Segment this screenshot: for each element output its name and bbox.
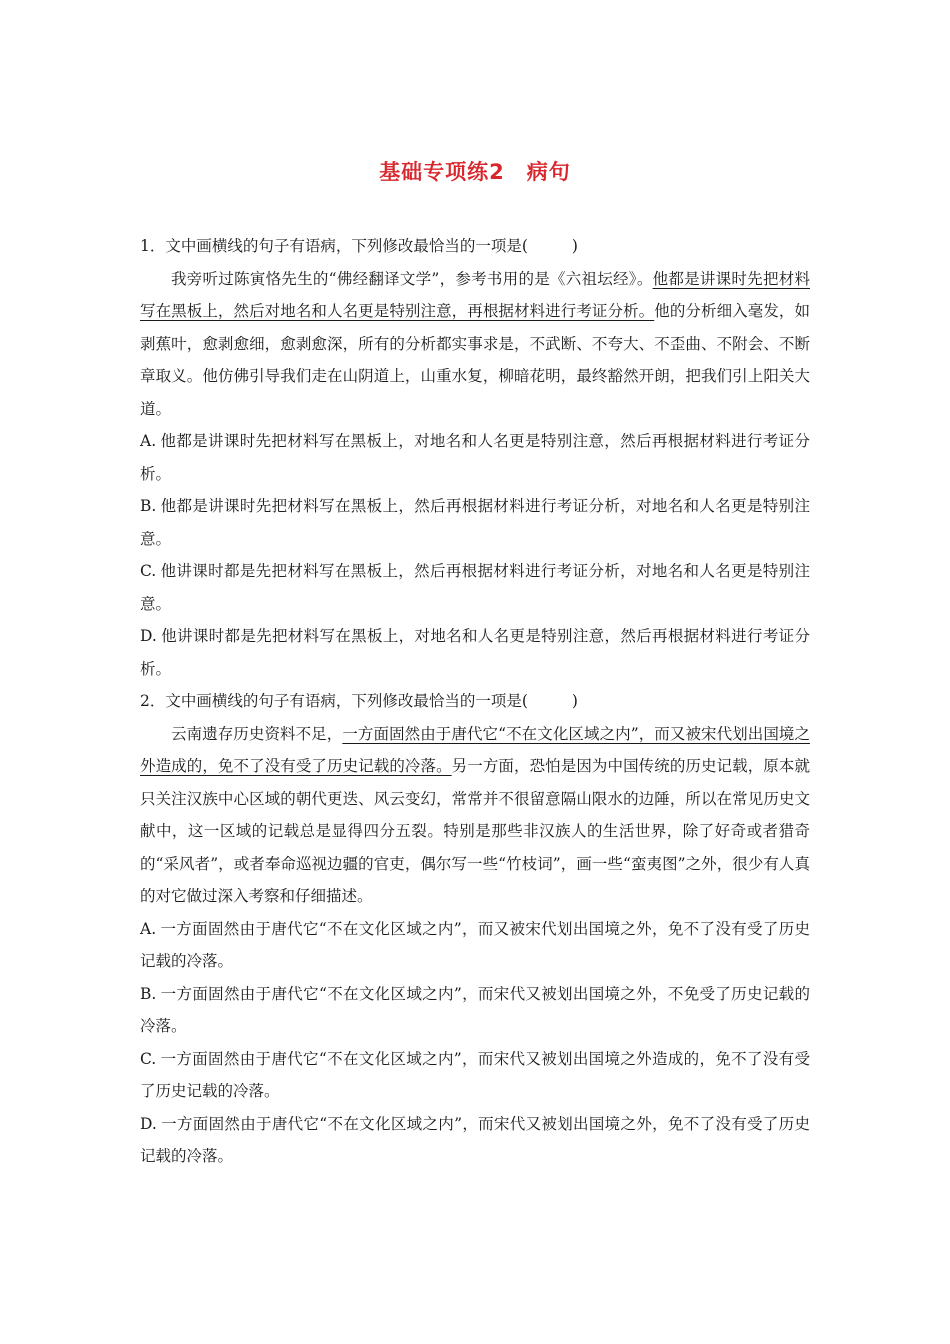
option-letter: C. xyxy=(140,562,157,580)
passage-text: 另一方面，恐怕是因为中国传统的历史记载，原本就只关注汉族中心区域的朝代更迭、风云变幻，常常并不很留意隔山限水的边陲，所以在常见历史文献中，这一区域的记载总是显得四分五裂。特别是那些非汉族人的生活世界，除了好奇或者猎奇的“采风者”，或者奉命巡视边疆的官吏，偶尔写一些“竹枝词”，画一些“蛮夷图”之外，很少有人真的对它做过深入考察和仔细描述。 xyxy=(140,757,810,905)
option-letter: B. xyxy=(140,497,157,515)
document-content xyxy=(140,230,810,1173)
question-passage xyxy=(140,263,810,426)
question-stem-close: ) xyxy=(571,237,578,255)
option-text: 一方面固然由于唐代它“不在文化区域之内”，而宋代又被划出国境之外造成的，免不了没有受了历史记载的冷落。 xyxy=(140,1049,810,1100)
option-c xyxy=(140,555,810,620)
option-a xyxy=(140,913,810,978)
passage-text: 他的分析细入毫发，如剥蕉叶，愈剥愈细，愈剥愈深，所有的分析都实事求是，不武断、不夸大、不歪曲、不附会、不断章取义。他仿佛引导我们走在山阴道上，山重水复，柳暗花明，最终豁然开朗，把我们引上阳关大道。 xyxy=(140,302,810,418)
option-b xyxy=(140,490,810,555)
underlined-sentence: 一方面固然由于唐代它“不在文化区域之内”，而又被宋代划出国境之外造成的，免不了没有受了历史记载的冷落。 xyxy=(140,724,810,775)
passage-text: 我旁听过陈寅恪先生的“佛经翻译文学”，参考书用的是《六祖坛经》。 xyxy=(171,269,653,288)
question-passage xyxy=(140,718,810,913)
option-letter: D. xyxy=(140,1114,157,1133)
question-stem-text: 2．文中画横线的句子有语病，下列修改最恰当的一项是( xyxy=(140,692,528,710)
question-1 xyxy=(140,230,810,685)
option-d xyxy=(140,620,810,685)
underlined-sentence: 他都是讲课时先把材料写在黑板上，然后对地名和人名更是特别注意，再根据材料进行考证分析。 xyxy=(140,269,810,320)
page-title: 基础专项练2 病句 xyxy=(379,160,571,184)
question-2 xyxy=(140,685,810,1173)
question-stem xyxy=(140,685,810,718)
passage-text: 云南遗存历史资料不足， xyxy=(171,724,343,743)
option-text: 一方面固然由于唐代它“不在文化区域之内”，而又被宋代划出国境之外，免不了没有受了历史记载的冷落。 xyxy=(140,919,810,970)
option-c xyxy=(140,1043,810,1108)
option-text: 一方面固然由于唐代它“不在文化区域之内”，而宋代又被划出国境之外，免不了没有受了历史记载的冷落。 xyxy=(140,1114,810,1165)
option-d xyxy=(140,1108,810,1173)
question-stem xyxy=(140,230,810,263)
question-stem-text: 1．文中画横线的句子有语病，下列修改最恰当的一项是( xyxy=(140,237,528,255)
option-a xyxy=(140,425,810,490)
option-text: 他讲课时都是先把材料写在黑板上，对地名和人名更是特别注意，然后再根据材料进行考证分析。 xyxy=(140,627,810,678)
option-b xyxy=(140,978,810,1043)
option-letter: C. xyxy=(140,1049,157,1068)
option-letter: A. xyxy=(140,919,157,938)
option-text: 他讲课时都是先把材料写在黑板上，然后再根据材料进行考证分析，对地名和人名更是特别注意。 xyxy=(140,562,810,613)
option-letter: B. xyxy=(140,984,157,1003)
question-stem-close: ) xyxy=(571,692,578,710)
option-text: 他都是讲课时先把材料写在黑板上，然后再根据材料进行考证分析，对地名和人名更是特别注意。 xyxy=(140,497,810,548)
option-text: 一方面固然由于唐代它“不在文化区域之内”，而宋代又被划出国境之外，不免受了历史记载的冷落。 xyxy=(140,984,810,1035)
option-letter: A. xyxy=(140,432,157,450)
option-text: 他都是讲课时先把材料写在黑板上，对地名和人名更是特别注意，然后再根据材料进行考证分析。 xyxy=(140,432,810,483)
option-letter: D. xyxy=(140,627,157,645)
